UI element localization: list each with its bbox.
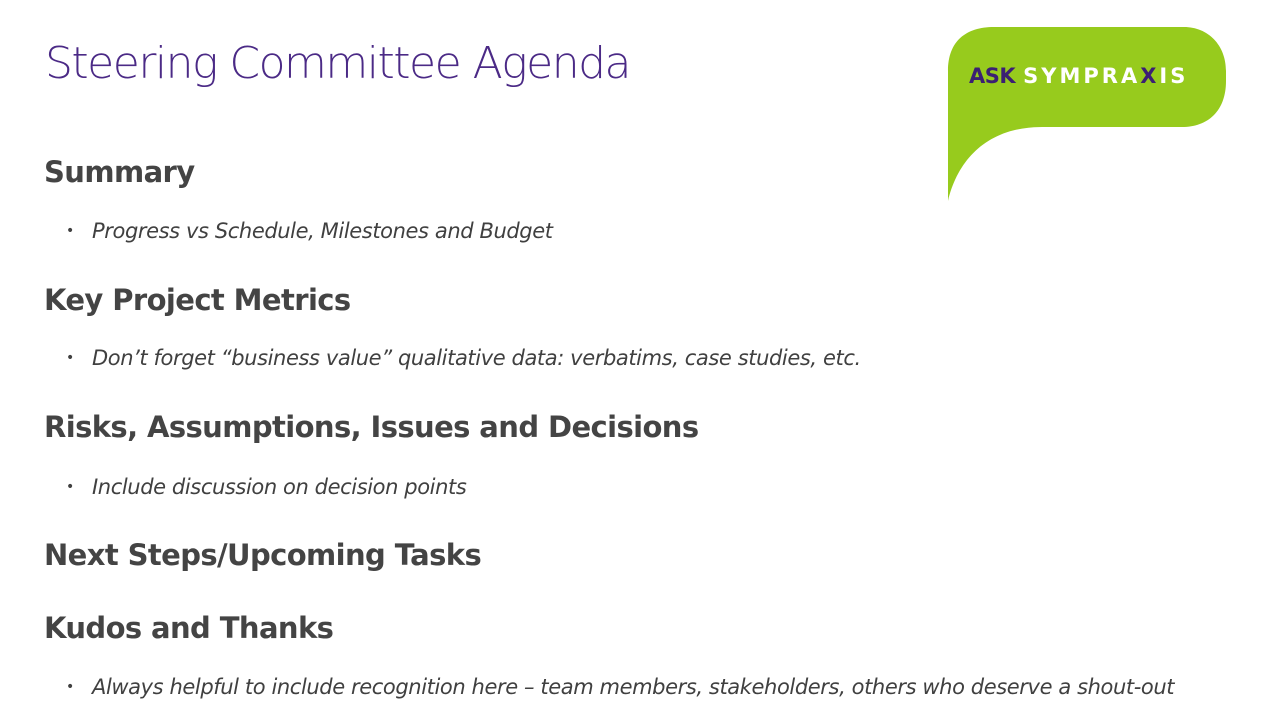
bullet-kudos [66,675,1174,699]
bullet-text: Always helpful to include recognition here – team members, stakeholders, others who deserve a shout-out [92,675,1175,699]
logo-green-shape [946,27,1228,203]
bullet-dot: • [66,679,75,695]
bullet-risks [66,475,466,499]
bullet-text: Progress vs Schedule, Milestones and Budget [92,219,553,243]
bullet-dot: • [66,223,75,239]
bullet-dot: • [66,479,75,495]
bullet-summary [66,219,553,243]
section-heading-kudos: Kudos and Thanks [44,611,334,645]
section-heading-risks: Risks, Assumptions, Issues and Decisions [44,410,699,444]
ask-sympraxis-logo [946,27,1228,203]
logo-brand-text-part2: IS [1159,64,1189,88]
section-heading-key-project-metrics: Key Project Metrics [44,283,351,317]
section-heading-next-steps: Next Steps/Upcoming Tasks [44,538,482,572]
section-heading-summary: Summary [44,155,195,189]
bullet-dot: • [66,350,75,366]
logo-ask-text: ASK [969,64,1016,88]
slide-title: Steering Committee Agenda [45,38,630,89]
logo-brand-text-part1: SYMPRA [1023,64,1141,88]
logo-x-mark: X [1140,64,1160,88]
bullet-text: Include discussion on decision points [92,475,467,499]
logo-wordmark [969,64,1188,88]
bullet-text: Don’t forget “business value” qualitative data: verbatims, case studies, etc. [92,346,861,370]
bullet-key-project-metrics [66,346,861,370]
